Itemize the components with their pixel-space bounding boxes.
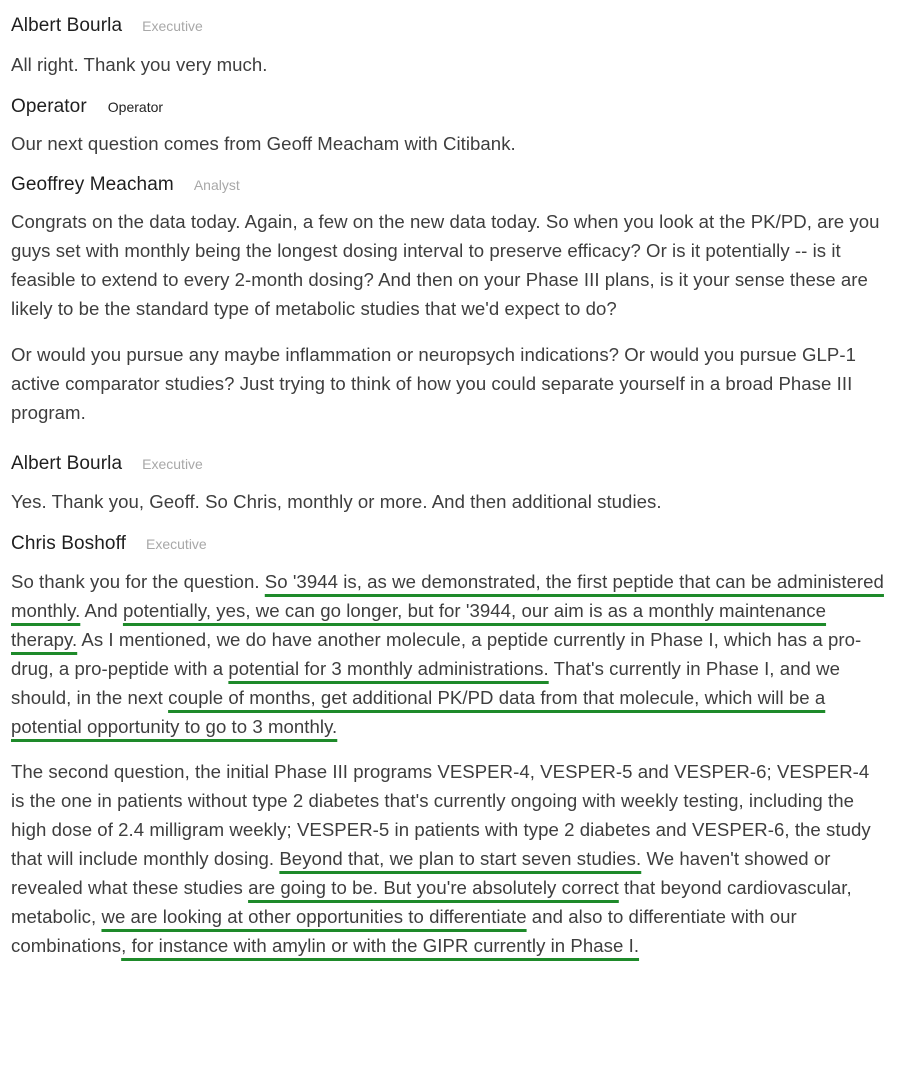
paragraph	[11, 757, 887, 960]
text-span: So thank you for the question.	[11, 571, 265, 592]
speaker-name: Albert Bourla	[11, 453, 123, 474]
highlighted-span: potentially, yes, we can go longer, but for '3944, our aim is as a monthly maintenance therapy.	[11, 600, 827, 650]
speaker-name: Geoffrey Meacham	[11, 174, 174, 195]
highlighted-span: potential for 3 monthly administrations.	[228, 658, 549, 679]
speaker-header	[11, 96, 887, 120]
speaker-block	[11, 516, 887, 960]
paragraph	[11, 567, 887, 741]
text-span: and also to differentiate with our combinations	[11, 906, 797, 956]
text-span: Or would you pursue any maybe inflammation or neuropsych indications? Or would you pursue GLP-1 active comparator studies? Just trying to think of how you could separate yourself in a broad Phase III program.	[11, 344, 856, 423]
speaker-header	[11, 174, 887, 198]
paragraph	[11, 340, 887, 427]
paragraph	[11, 487, 887, 516]
speaker-role: Executive	[142, 18, 203, 34]
text-span: As I mentioned, we do have another molecule, a peptide currently in Phase I, which has a pro-drug, a pro-peptide with a	[11, 629, 862, 679]
speaker-block	[11, 0, 887, 79]
paragraph	[11, 129, 887, 158]
speaker-block	[11, 427, 887, 516]
highlighted-span: So '3944 is, as we demonstrated, the first peptide that can be administered monthly.	[11, 571, 884, 621]
text-span: Congrats on the data today. Again, a few on the new data today. So when you look at the PK/PD, are you guys set with monthly being the longest dosing interval to preserve efficacy? Or is it potentially -- is it feasible to extend to every 2-month dosing? And then on your Phase III plans, is it your sense these are likely to be the standard type of metabolic studies that we'd expect to do?	[11, 211, 880, 319]
highlighted-span: , for instance with amylin or with the GIPR currently in Phase I.	[121, 935, 640, 956]
text-span: We haven't showed or revealed what these studies	[11, 848, 831, 898]
text-span: Yes. Thank you, Geoff. So Chris, monthly or more. And then additional studies.	[11, 491, 662, 512]
speaker-role: Executive	[142, 456, 203, 472]
text-span: That's currently in Phase I, and we should, in the next	[11, 658, 840, 708]
speaker-name: Operator	[11, 96, 87, 117]
highlighted-span: Beyond that, we plan to start seven studies.	[279, 848, 642, 869]
text-span: And	[80, 600, 123, 621]
text-span: The second question, the initial Phase III programs VESPER-4, VESPER-5 and VESPER-6; VESPER-4 is the one in patients without type 2 diabetes that's currently ongoing with weekly testing, including the high dose of 2.4 milligram weekly; VESPER-5 in patients with type 2 diabetes and VESPER-6, the study that will include monthly dosing.	[11, 761, 871, 869]
paragraph	[11, 50, 887, 79]
speaker-name: Albert Bourla	[11, 15, 123, 36]
speaker-block	[11, 79, 887, 158]
highlighted-span: we are looking at other opportunities to differentiate	[101, 906, 527, 927]
speaker-header	[11, 453, 887, 477]
speaker-name: Chris Boshoff	[11, 533, 127, 554]
text-span: Our next question comes from Geoff Meacham with Citibank.	[11, 133, 516, 154]
speaker-role: Executive	[146, 536, 207, 552]
highlighted-span: are going to be. But you're absolutely correct	[248, 877, 619, 898]
speaker-header	[11, 533, 887, 557]
highlighted-span: couple of months, get additional PK/PD data from that molecule, which will be a potential opportunity to go to 3 monthly.	[11, 687, 826, 737]
speaker-role: Analyst	[193, 177, 240, 193]
text-span: that beyond cardiovascular, metabolic,	[11, 877, 852, 927]
text-span: All right. Thank you very much.	[11, 54, 268, 75]
speaker-block	[11, 158, 887, 427]
paragraph	[11, 207, 887, 323]
speaker-role: Operator	[107, 99, 164, 115]
speaker-header	[11, 15, 887, 39]
